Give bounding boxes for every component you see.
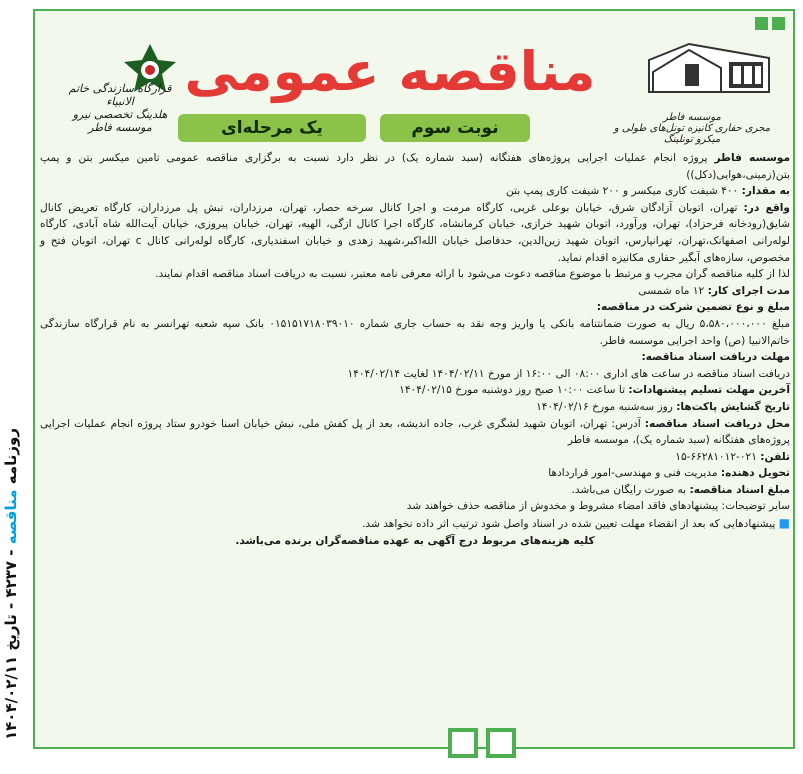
price-label: مبلغ اسناد مناقصه: <box>689 483 790 496</box>
tender-body <box>40 150 790 549</box>
guarantee-label: مبلغ و نوع تضمین شرکت در مناقصه: <box>596 301 790 314</box>
submit-text: تا ساعت ۱۰:۰۰ صبح روز دوشنبه مورخ ۱۴۰۴/۰۲/۱۵ <box>399 384 626 397</box>
intro-label: موسسه فاطر <box>714 152 791 164</box>
page-title: مناقصه عمومی <box>184 40 596 103</box>
footer-note: کلیه هزینه‌های مربوط درج آگهی به عهده مناقصه‌گران برنده می‌باشد. <box>235 534 595 547</box>
location-label: واقع در: <box>743 201 791 214</box>
late-bids-text: پیشنهادهایی که بعد از انقضاء مهلت تعیین شده در اسناد واصل شود ترتیب اثر داده نخواهد شد. <box>362 518 776 531</box>
delivery-line <box>40 465 790 482</box>
address-label: محل دریافت اسناد مناقصه: <box>644 417 791 430</box>
newspaper-side-label <box>2 340 32 740</box>
delivery-text: مدیریت فنی و مهندسی-امور قراردادها <box>548 467 718 480</box>
amount-line <box>40 183 790 200</box>
guarantee-text: مبلغ ۵،۵۸۰،۰۰۰،۰۰۰ ریال به صورت ضمانتنامه بانکی یا واریز وجه نقد به حساب جاری شماره ۰۱۵۱۵۱۷۱۸۰۳۹۰۱۰ بانک سپه شعبه تهرانسر به نام قرارگاه سازندگی خاتم‌الانبیا (ص) واحد اجرایی موسسه فاطر. <box>40 317 790 347</box>
duration-text: ۱۲ ماه شمسی <box>638 284 705 297</box>
late-bids-line <box>40 515 790 533</box>
opening-line <box>40 399 790 416</box>
price-line <box>40 482 790 499</box>
stage-badge: یک مرحله‌ای <box>178 114 366 142</box>
other-notes: سایر توضیحات: پیشنهادهای فاقد امضاء مشروط و مخدوش از مناقصه حذف خواهند شد <box>406 500 790 513</box>
opening-label: تاریخ گشایش پاکت‌ها: <box>676 400 790 413</box>
duration-label: مدت اجرای کار: <box>707 284 790 297</box>
deadline-label: مهلت دریافت اسناد مناقصه: <box>641 351 790 364</box>
phone-line <box>40 449 790 466</box>
submit-label: آخرین مهلت تسلیم پیشنهادات: <box>628 384 790 397</box>
price-text: به صورت رایگان می‌باشد. <box>571 483 687 496</box>
bullet-icon: ■ <box>778 516 790 531</box>
side-label-brand: مناقصه <box>2 489 20 545</box>
delivery-label: تحویل دهنده: <box>720 467 790 480</box>
phone-text: ۰۲۱-۶۶۲۸۱۰۱۲-۱۵ <box>675 450 757 463</box>
opening-text: روز سه‌شنبه مورخ ۱۴۰۴/۰۲/۱۶ <box>536 400 673 413</box>
location-text: تهران، اتوبان آزادگان شرق، خیابان بوعلی غربی، کارگاه مرمت و اجرا کانال سرخه حصار، تهران، مرزداران، نبش پل مرزداران، کارگاه تعریض کانال شایق(رودخانه فرحزاد)، تهران، ورآورد، اتوبان شهید خرازی، خیابان کرمانشاه، کارگاه اجرا کانال ازگی، الهیه، تهران، خیابان پیروزی، خیابان آیت‌الله شاه آبادی، کارگاه لوله‌رانی اصفهانک،تهران، تهرانپارس، اتوبان شهید زین‌الدین، حدفاصل خیابان الله‌اکبر،شهید زهدی و خیابان اسفندیاری، کارگاه لوله‌رانی کانال c تهران، اتوبان فتح و مخصوص، سازه‌های آبگیر حفاری مکانیزه اقدام نماید. <box>40 201 791 264</box>
submit-line <box>40 382 790 399</box>
phone-label: تلفن: <box>760 450 790 463</box>
duration-line <box>40 283 790 300</box>
location-line <box>40 200 790 266</box>
intro-line <box>40 150 790 183</box>
round-badge: نوبت سوم <box>380 114 530 142</box>
fater-logo-caption: موسسه فاطر مجری حفاری کانیزه تونل‌های طولی و میکرو تونلینگ <box>613 112 771 145</box>
corner-decoration <box>755 17 785 30</box>
invite-line: لذا از کلیه مناقصه گران مجرب و مرتبط با موضوع مناقصه دعوت می‌شود با ارائه معرفی نامه معتبر، نسبت به دریافت اسناد مناقصه اقدام نمایند. <box>155 268 790 281</box>
address-line <box>40 416 790 449</box>
address-text: آدرس: تهران، اتوبان شهید لشگری غرب، جاده اندیشه، بعد از پل کفش ملی، نبش خیابان اسنا خودرو ستاد پروژه انجام عملیات اجرایی پروژه‌های هفتگانه (سبد شماره یک)، موسسه فاطر <box>40 417 790 447</box>
intro-text: پروژه انجام عملیات اجرایی پروژه‌های هفتگانه (سبد شماره یک) در نظر دارد نسبت به برگزاری مناقصه عمومی تامین میکسر بتن و پمپ بتن(زمینی،هوایی(دکل)) <box>40 152 790 181</box>
bottom-decoration <box>448 728 516 758</box>
deadline-text: دریافت اسناد مناقصه در ساعت های اداری ۰۸:۰۰ الی ۱۶:۰۰ از مورخ ۱۴۰۴/۰۲/۱۱ لغایت ۱۴۰۴/۰۲/۱۴ <box>347 367 790 380</box>
amount-text: ۴۰۰ شیفت کاری میکسر و ۲۰۰ شیفت کاری پمپ بتن <box>505 185 739 198</box>
side-label-suffix: - ۴۲۳۷ - تاریخ ۱۴۰۴/۰۲/۱۱ <box>2 544 20 740</box>
amount-label: به مقدار: <box>741 185 790 198</box>
side-label-prefix: روزنامه <box>2 428 20 490</box>
khatam-logo-caption: قرارگاه سازندگی خاتم الانبیاء هلدینگ تخصصی نیرو موسسه فاطر <box>68 82 172 134</box>
